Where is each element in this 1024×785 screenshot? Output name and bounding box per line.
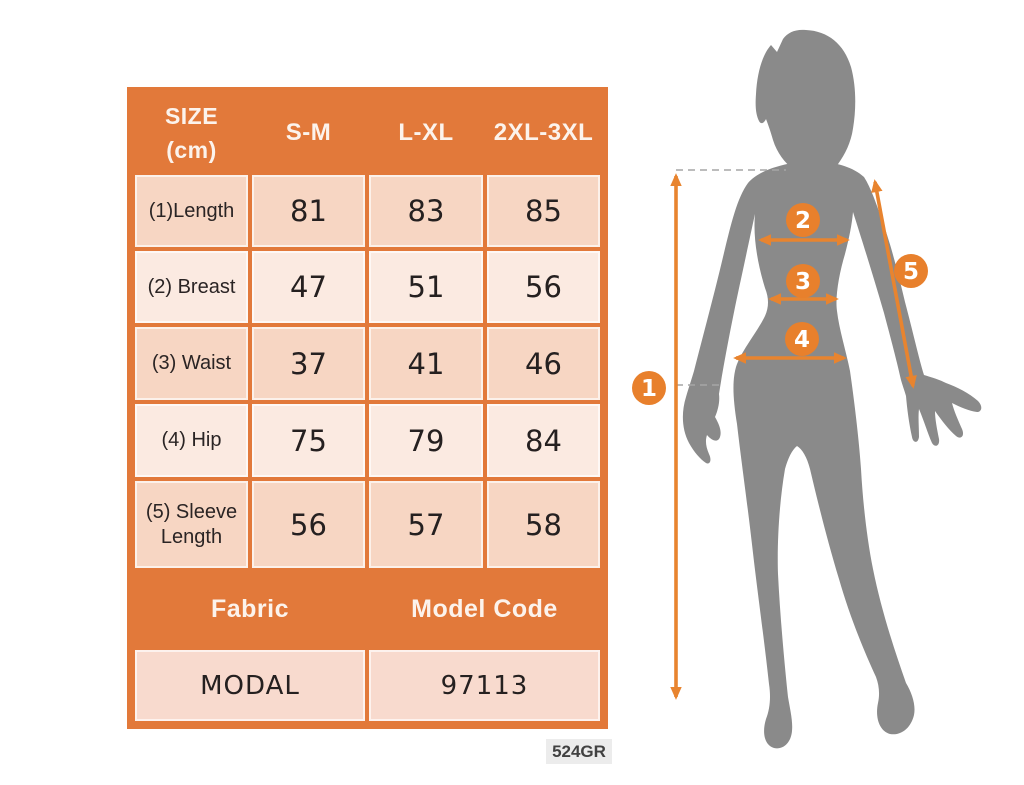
measurement-badge-5: [894, 254, 928, 288]
length-value-l-xl: 83: [367, 173, 485, 249]
measurement-badge-2: [786, 203, 820, 237]
breast-value-2xl-3xl: 56: [485, 249, 602, 325]
measurement-badge-3: [786, 264, 820, 298]
breast-value-l-xl: 51: [367, 249, 485, 325]
length-value-2xl-3xl: 85: [485, 173, 602, 249]
row-label-length: (1)Length: [133, 173, 250, 249]
badge-2-number: 2: [794, 208, 812, 234]
row-label-waist: (3) Waist: [133, 325, 250, 402]
variant-code-label: 524GR: [546, 739, 612, 764]
badge-5-number: 5: [902, 259, 920, 285]
breast-value-s-m: 47: [250, 249, 367, 325]
sleeve-value-2xl-3xl: 58: [485, 479, 602, 570]
hip-value-l-xl: 79: [367, 402, 485, 479]
row-label-hip: (4) Hip: [133, 402, 250, 479]
waist-value-2xl-3xl: 46: [485, 325, 602, 402]
measurement-badge-1: [632, 371, 666, 405]
badge-1-number: 1: [640, 376, 658, 402]
hip-value-2xl-3xl: 84: [485, 402, 602, 479]
sleeve-value-s-m: 56: [250, 479, 367, 570]
row-label-breast: (2) Breast: [133, 249, 250, 325]
female-silhouette-body: [683, 162, 981, 748]
row-label-sleeve-length: (5) Sleeve Length: [133, 479, 250, 570]
female-silhouette-head: [756, 30, 856, 172]
length-value-s-m: 81: [250, 173, 367, 249]
model-code-header-cell: Model Code: [367, 570, 602, 648]
badge-4-number: 4: [793, 327, 811, 353]
size-header-line2: (cm): [166, 137, 217, 163]
size-header-line1: SIZE: [164, 102, 219, 129]
badge-3-number: 3: [794, 269, 812, 295]
column-header-2xl-3xl: 2XL-3XL: [485, 93, 602, 173]
fabric-header-cell: Fabric: [133, 570, 367, 648]
measurement-badge-4: [785, 322, 819, 356]
waist-value-s-m: 37: [250, 325, 367, 402]
sleeve-value-l-xl: 57: [367, 479, 485, 570]
fabric-value-cell: MODAL: [133, 648, 367, 723]
model-code-value-cell: 97113: [367, 648, 602, 723]
hip-value-s-m: 75: [250, 402, 367, 479]
column-header-s-m: S-M: [250, 93, 367, 173]
column-header-l-xl: L-XL: [367, 93, 485, 173]
waist-value-l-xl: 41: [367, 325, 485, 402]
